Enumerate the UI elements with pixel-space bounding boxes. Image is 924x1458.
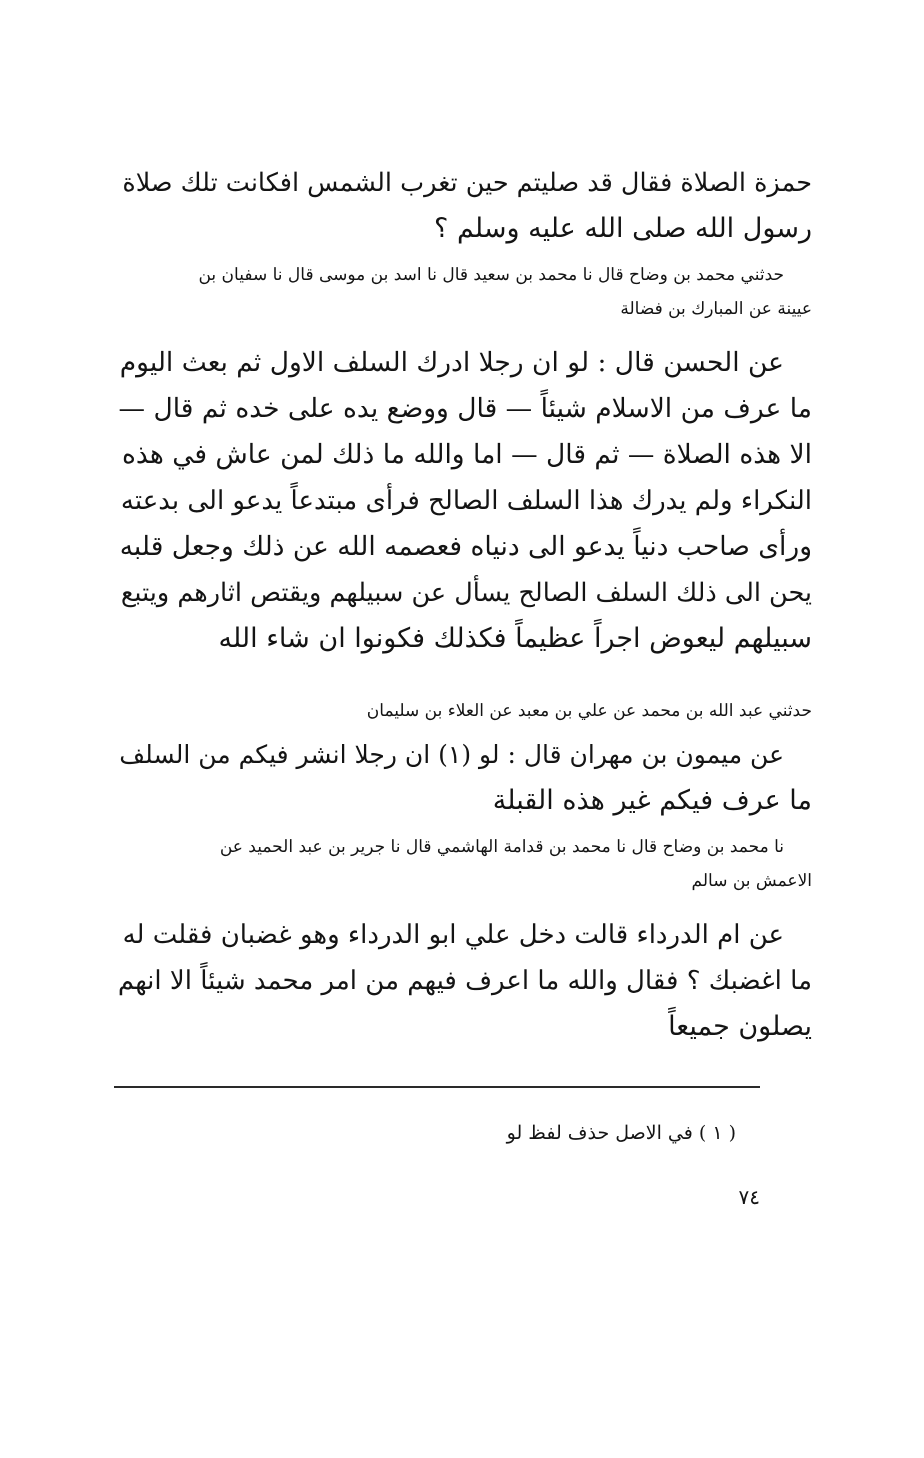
text-line: عن الحسن قال : لو ان رجلا ادرك السلف الاول ثم بعث اليوم bbox=[119, 347, 784, 378]
footnote-divider bbox=[114, 1086, 760, 1088]
paragraph-al-hasan bbox=[112, 340, 812, 662]
text-line: الا هذه الصلاة — ثم قال — اما والله ما ذلك لمن عاش في هذه bbox=[122, 439, 812, 470]
text-line: النكراء ولم يدرك هذا السلف الصالح فرأى مبتدعاً يدعو الى بدعته bbox=[120, 486, 812, 516]
text-line: حمزة الصلاة فقال قد صليتم حين تغرب الشمس افكانت تلك صلاة bbox=[122, 168, 812, 198]
paragraph-umm-darda bbox=[112, 912, 812, 1050]
isnad-abdullah bbox=[112, 694, 812, 728]
paragraph-maymun bbox=[112, 732, 812, 824]
isnad-qudama bbox=[112, 830, 812, 898]
footnote: ( ١ ) في الاصل حذف لفظ لو bbox=[506, 1122, 736, 1144]
text-line: عن ام الدرداء قالت دخل علي ابو الدرداء وهو غضبان فقلت له bbox=[122, 920, 784, 950]
text-line: يحن الى ذلك السلف الصالح يسأل عن سبيلهم ويقتص اثارهم ويتبع bbox=[120, 578, 812, 608]
isnad-line: حدثني محمد بن وضاح قال نا محمد بن سعيد قال نا اسد بن موسى قال نا سفيان بن bbox=[198, 265, 784, 285]
text-line: ما عرف من الاسلام شيئاً — قال ووضع يده على خده ثم قال — bbox=[118, 393, 812, 424]
text-line: يصلون جميعاً bbox=[668, 1011, 812, 1042]
text-line: ما اغضبك ؟ فقال والله ما اعرف فيهم من امر محمد شيئاً الا انهم bbox=[117, 966, 812, 996]
text-line: ما عرف فيكم غير هذه القبلة bbox=[492, 785, 812, 816]
isnad-ibn-waddah bbox=[112, 258, 812, 326]
isnad-line: حدثني عبد الله بن محمد عن علي بن معبد عن العلاء بن سليمان bbox=[366, 701, 812, 721]
page-number: ٧٤ bbox=[738, 1185, 760, 1209]
isnad-line: الاعمش بن سالم bbox=[691, 871, 812, 891]
text-line: ورأى صاحب دنياً يدعو الى دنياه فعصمه الله عن ذلك وجعل قلبه bbox=[119, 531, 812, 562]
paragraph-hamza-prayer bbox=[112, 160, 812, 252]
text-line: عن ميمون بن مهران قال : لو (١) ان رجلا انشر فيكم من السلف bbox=[119, 740, 784, 769]
isnad-line: نا محمد بن وضاح قال نا محمد بن قدامة الهاشمي قال نا جرير بن عبد الحميد عن bbox=[219, 837, 784, 857]
text-line: سبيلهم ليعوض اجراً عظيماً فكذلك فكونوا ان شاء الله bbox=[218, 623, 812, 654]
text-line: رسول الله صلى الله عليه وسلم ؟ bbox=[434, 213, 812, 244]
isnad-line: عيينة عن المبارك بن فضالة bbox=[620, 299, 812, 319]
